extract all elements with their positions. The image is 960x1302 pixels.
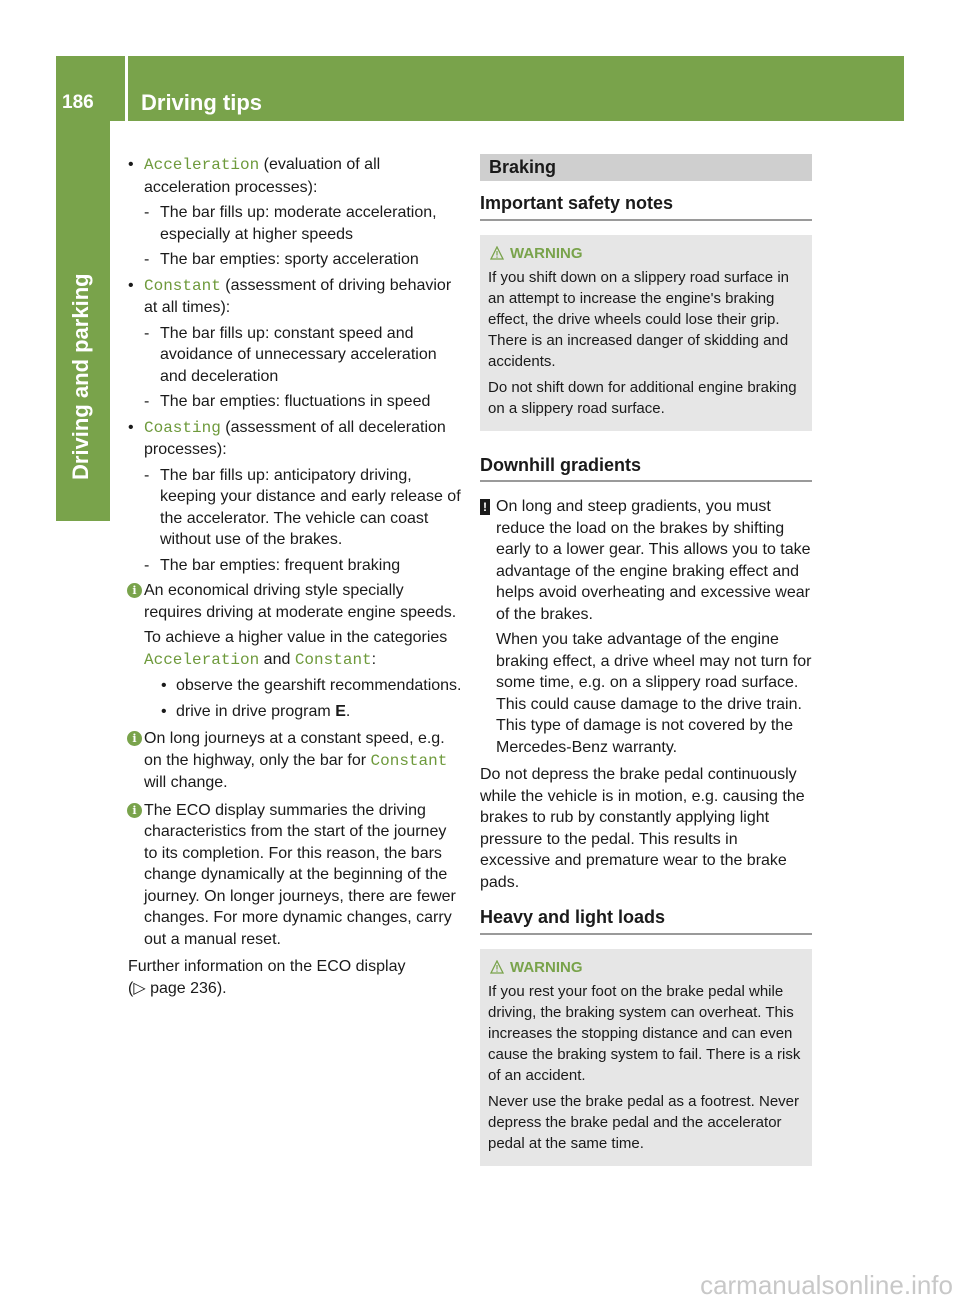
- section-title: Driving tips: [141, 90, 263, 115]
- attention-note: ! On long and steep gradients, you must reduce the load on the brakes by shifting early to a lower gear. This allows you to take advantage of the engine braking effect and helps avoid overheating and excessive wear of the brakes. When you take advantage of the engine braking effect, a drive wheel may not turn for some time, e.g. on a slippery road surface. This could cause damage to the drive train. This type of damage is not covered by the Mercedes-Benz warranty.: [480, 496, 812, 758]
- info-note: i On long journeys at a constant speed, e.g. on the highway, only the bar for Constant will change.: [128, 728, 462, 794]
- header-divider: [125, 56, 128, 121]
- heading-safety: Important safety notes: [480, 193, 812, 221]
- info-icon: i: [127, 731, 142, 746]
- sub-item: - The bar fills up: moderate acceleration, especially at higher speeds: [128, 202, 462, 245]
- chapter-banner: Braking: [480, 154, 812, 181]
- brake-paragraph: Do not depress the brake pedal continuously while the vehicle is in motion, e.g. causing the brakes to rub by constantly applying light pressure to the pedal. This results in excessive and premature wear to the brake pads.: [480, 766, 805, 891]
- heading-downhill: Downhill gradients: [480, 455, 812, 483]
- display-term: Constant: [370, 751, 448, 770]
- left-column: [128, 154, 462, 999]
- warning-triangle-icon: [490, 960, 504, 974]
- sub-item: - The bar fills up: anticipatory driving, keeping your distance and early release of the accelerator. The vehicle can coast without use of the brakes.: [128, 465, 462, 551]
- info-note: i The ECO display summaries the driving characteristics from the start of the journey to its completion. For this reason, the bars change dynamically at the beginning of the journey. On longer journeys, there are fewer changes. For more dynamic changes, carry out a manual reset.: [128, 800, 462, 951]
- display-term: Constant: [294, 650, 372, 669]
- info-icon: i: [127, 583, 142, 598]
- page-ref-arrow-icon: ▷: [133, 979, 146, 997]
- page-reference[interactable]: page 236).: [150, 979, 227, 997]
- list-item: • drive in drive program E.: [144, 701, 462, 723]
- watermark: carmanualsonline.info: [700, 1270, 953, 1300]
- sub-item: - The bar empties: sporty acceleration: [128, 249, 462, 271]
- list-item: • observe the gearshift recommendations.: [144, 675, 462, 697]
- display-term: Acceleration: [144, 156, 260, 174]
- sub-item: - The bar empties: fluctuations in speed: [128, 391, 462, 413]
- info-note: i An economical driving style specially requires driving at moderate engine speeds. To achieve a higher value in the categories Acceleration and Constant: • observe the gearshift recommendations. • drive in drive program E.: [128, 580, 462, 722]
- display-term: Acceleration: [144, 650, 260, 669]
- display-term: Constant: [144, 276, 221, 295]
- list-item: • Coasting (assessment of all deceleration processes):: [128, 417, 462, 461]
- sub-item: - The bar empties: frequent braking: [128, 555, 462, 577]
- exclamation-icon: !: [480, 499, 490, 515]
- right-column: [480, 154, 812, 1190]
- warning-box: WARNING If you rest your foot on the brake pedal while driving, the braking system can overheat. This increases the stopping distance and can even cause the braking system to fail. There is a risk of an accident. Never use the brake pedal as a footrest. Never depress the brake pedal and the accelerator pedal at the same time.: [480, 949, 812, 1166]
- page-number: 186: [62, 92, 94, 113]
- sub-item: - The bar fills up: constant speed and avoidance of unnecessary acceleration and deceleration: [128, 323, 462, 388]
- heading-loads: Heavy and light loads: [480, 907, 812, 935]
- display-term: Coasting: [144, 418, 221, 437]
- list-item: • Constant (assessment of driving behavior at all times):: [128, 275, 462, 319]
- further-info: Further information on the ECO display (▷ page 236).: [128, 958, 406, 997]
- list-item: • Acceleration (evaluation of all acceleration processes):: [128, 154, 462, 198]
- side-tab-label: Driving and parking: [68, 273, 93, 480]
- warning-box: WARNING If you shift down on a slippery road surface in an attempt to increase the engine's braking effect, the drive wheels could lose their grip. There is an increased danger of skidding and accidents. Do not shift down for additional engine braking on a slippery road surface.: [480, 235, 812, 431]
- warning-triangle-icon: [490, 246, 504, 260]
- info-icon: i: [127, 803, 142, 818]
